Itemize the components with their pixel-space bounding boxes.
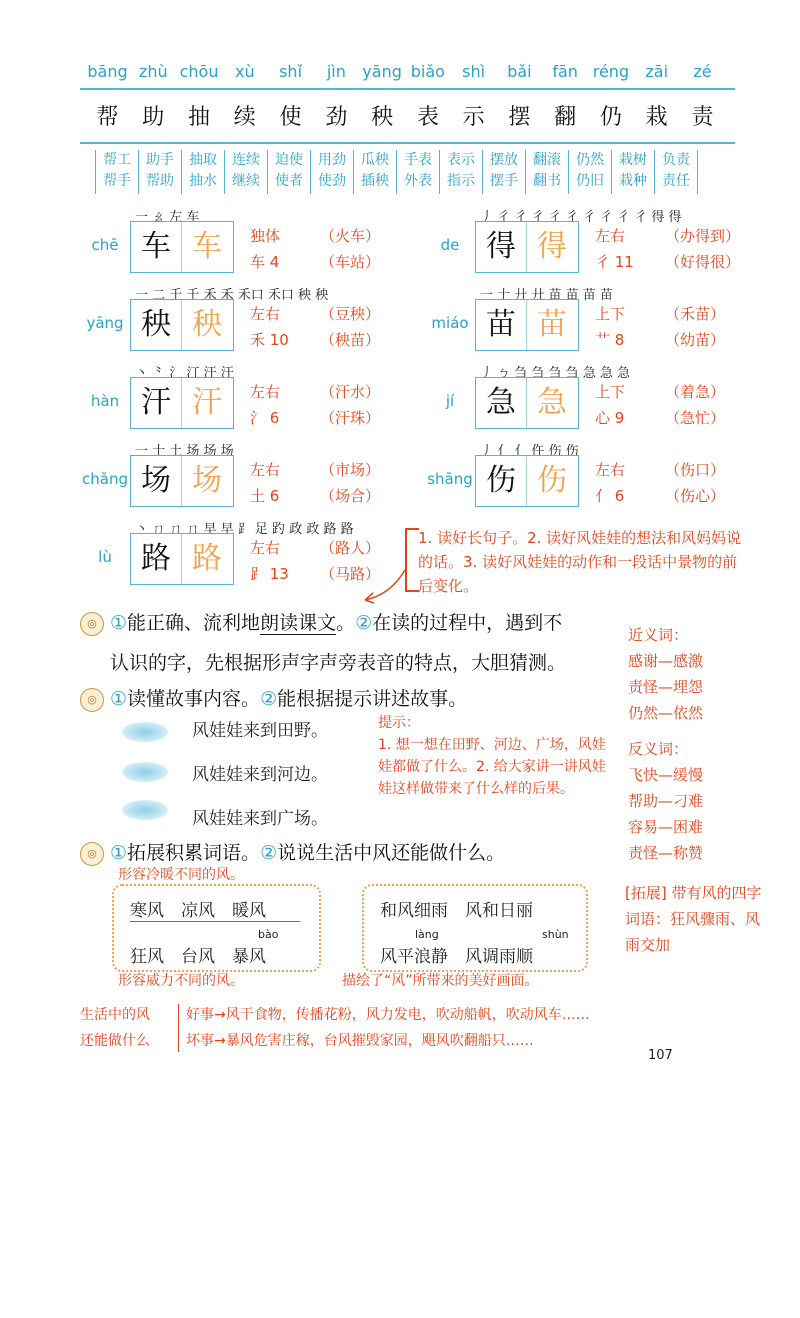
word-cell: 仍然 仍旧 [568, 150, 611, 194]
word-cell: 用劲 使劲 [310, 150, 353, 194]
example-word: （伤口） [665, 461, 726, 479]
nice-words-2: 风平浪静 风调雨顺 [380, 947, 533, 967]
pinyin: yāng [362, 62, 402, 81]
char-pinyin: chǎng [82, 470, 128, 488]
structure: 左右 [595, 461, 626, 479]
circled-number: ② [355, 612, 373, 634]
character: 续 [233, 105, 256, 130]
life-notes [186, 1002, 746, 1054]
synonym: 责怪—埋怨 [628, 678, 704, 696]
story-prompt: 风娃娃来到河边。 [192, 765, 328, 785]
word-cell: 帮工 帮手 [95, 150, 138, 194]
writing-box [130, 221, 234, 273]
char-trace: 场 [192, 463, 222, 498]
example-word: （伤心） [665, 487, 726, 505]
synonym: 仍然—依然 [628, 704, 704, 722]
stroke-order: 丶 ㄇ ㄇ ㄇ 早 早 ⻊ 足 趵 政 政 路 路 [135, 522, 354, 537]
header-rule [80, 88, 735, 90]
stroke-order: 丿 ㄅ 刍 刍 刍 刍 急 急 急 [480, 366, 631, 381]
stroke-order: 丿 亻 亻 仵 伤 伤 [480, 444, 579, 459]
char-pinyin: chē [91, 236, 119, 254]
character-row [85, 100, 725, 131]
character: 仍 [599, 105, 622, 130]
example-word: （秧苗） [320, 331, 381, 349]
antonym: 飞快—缓慢 [628, 766, 704, 784]
example-word: （火车） [320, 227, 381, 245]
structure: 上下 [595, 305, 626, 323]
structure: 左右 [595, 227, 626, 245]
writing-box [475, 455, 579, 507]
char-block-han [80, 362, 410, 442]
word-cell: 表示 指示 [439, 150, 482, 194]
writing-box [130, 299, 234, 351]
radical-strokes: 艹 8 [595, 331, 625, 349]
circled-number: ① [110, 688, 128, 710]
word-cell: 瓜秧 插秧 [353, 150, 396, 194]
example-word: （场合） [320, 487, 381, 505]
character: 使 [279, 105, 302, 130]
char-trace: 得 [537, 229, 567, 264]
tip-body: 1. 想一想在田野、河边、广场，风娃娃都做了什么。2. 给大家讲一讲风娃娃这样做带来了什么样的后果。 [378, 737, 606, 797]
pinyin-row [85, 62, 725, 81]
char-pinyin: shāng [427, 470, 473, 488]
char-block-shang [425, 440, 755, 520]
char-block-chang [80, 440, 410, 520]
label-warm: 形容冷暖不同的风。 [118, 867, 244, 883]
circled-number: ② [260, 688, 278, 710]
char-pinyin: hàn [90, 392, 120, 410]
pinyin: réng [592, 62, 630, 81]
antonyms-title: 反义词： [628, 740, 689, 758]
synonyms-title: 近义词： [628, 626, 689, 644]
label-beauty: 描绘了“风”所带来的美好画面。 [342, 973, 539, 989]
wind-icon [122, 762, 168, 782]
char-pinyin: lù [98, 548, 112, 566]
stroke-order: 一 十 廾 廾 苗 苗 苗 苗 [480, 288, 613, 303]
reading-note: 1. 读好长句子。2. 读好风娃娃的想法和风妈妈说的话。3. 读好风娃娃的动作和一段话中景物的前后变化。 [418, 529, 742, 595]
char-print: 汗 [131, 378, 182, 428]
example-word: （汗珠） [320, 409, 381, 427]
char-trace: 伤 [537, 463, 567, 498]
pinyin-bao: bào [258, 928, 279, 941]
character: 翻 [554, 105, 577, 130]
example-word: （禾苗） [665, 305, 726, 323]
circled-number: ② [260, 842, 278, 864]
bad-things: 坏事→暴风危害庄稼，台风摧毁家园，飓风吹翻船只…… [186, 1033, 534, 1049]
character: 抽 [188, 105, 211, 130]
writing-box [130, 455, 234, 507]
goal-2: ◎ ①读懂故事内容。②能根据提示讲述故事。 [80, 684, 620, 712]
char-block-che [80, 206, 410, 286]
example-word: （汗水） [320, 383, 381, 401]
radical-strokes: 车 4 [250, 253, 280, 271]
example-word: （好得很） [665, 253, 741, 271]
word-cell: 栽树 栽种 [611, 150, 654, 194]
example-word: （着急） [665, 383, 726, 401]
character: 表 [416, 105, 439, 130]
header-rule-bottom [80, 142, 735, 144]
pinyin: jìn [326, 62, 346, 81]
example-word: （办得到） [665, 227, 741, 245]
word-cell: 助手 帮助 [138, 150, 181, 194]
writing-box [130, 377, 234, 429]
char-block-yang [80, 284, 410, 364]
example-word: （马路） [320, 565, 381, 583]
char-trace: 路 [192, 541, 222, 576]
word-cell: 连续 继续 [224, 150, 267, 194]
word-cell: 抽取 抽水 [181, 150, 224, 194]
example-word: （急忙） [665, 409, 726, 427]
structure: 左右 [250, 383, 281, 401]
goal-3: ◎ ①拓展积累词语。②说说生活中风还能做什么。 [80, 838, 620, 866]
stroke-order: 丿 彳 彳 彳 彳 彳 彳 彳 彳 彳 得 得 [480, 210, 682, 225]
radical-strokes: 亻 6 [595, 487, 625, 505]
char-trace: 急 [537, 385, 567, 420]
character: 帮 [96, 105, 119, 130]
goal-badge-icon: ◎ [80, 842, 104, 866]
example-word: （车站） [320, 253, 381, 271]
writing-box [475, 299, 579, 351]
life-bracket [178, 1004, 179, 1052]
stroke-order: 一 二 千 千 禾 禾 禾口 禾口 秧 秧 [135, 288, 329, 303]
circled-number: ① [110, 612, 128, 634]
word-cell: 迫使 使者 [267, 150, 310, 194]
antonym: 容易—困难 [628, 818, 704, 836]
char-trace: 秧 [192, 307, 222, 342]
char-block-de [425, 206, 755, 286]
char-pinyin: de [440, 236, 460, 254]
character: 栽 [645, 105, 668, 130]
char-block-ji [425, 362, 755, 442]
radical-strokes: ⻊ 13 [250, 565, 289, 583]
char-print: 得 [476, 222, 527, 272]
char-pinyin: yāng [86, 314, 124, 332]
radical-strokes: 氵 6 [250, 409, 280, 427]
pinyin: bāng [87, 62, 128, 81]
synonym: 感谢—感激 [628, 652, 704, 670]
example-word: （市场） [320, 461, 381, 479]
wind-icon [122, 722, 168, 742]
pinyin: shǐ [279, 62, 303, 81]
structure: 独体 [250, 227, 281, 245]
word-cell: 翻滚 翻书 [525, 150, 568, 194]
stroke-order: 一 十 土 场 场 场 [135, 444, 234, 459]
structure: 左右 [250, 539, 281, 557]
radical-strokes: 彳 11 [595, 253, 634, 271]
char-print: 车 [131, 222, 182, 272]
warm-words: 寒风 凉风 暖风 [130, 901, 266, 921]
antonym: 责怪—称赞 [628, 844, 704, 862]
char-print: 秧 [131, 300, 182, 350]
word-cell: 负责 责任 [654, 150, 698, 194]
char-print: 急 [476, 378, 527, 428]
stroke-order: 丶 ⺀ 氵 汀 汗 汗 [135, 366, 234, 381]
life-label: 生活中的风 还能做什么 [80, 1007, 150, 1049]
tip-title: 提示： [378, 715, 420, 731]
character: 劲 [325, 105, 348, 130]
goal-1-line2: 认识的字，先根据形声字声旁表音的特点，大胆猜测。 [110, 652, 567, 674]
word-table [95, 150, 698, 194]
char-print: 苗 [476, 300, 527, 350]
radical-strokes: 心 9 [595, 409, 625, 427]
pinyin: fān [552, 62, 578, 81]
strong-words: 狂风 台风 暴风 [130, 947, 266, 967]
note-arrow [360, 565, 410, 605]
goal-1: ◎ ①能正确、流利地朗读课文。②在读的过程中，遇到不 [80, 608, 620, 636]
goal-badge-icon: ◎ [80, 612, 104, 636]
character: 示 [462, 105, 485, 130]
char-trace: 汗 [192, 385, 222, 420]
char-trace: 苗 [537, 307, 567, 342]
character: 秧 [371, 105, 394, 130]
structure: 上下 [595, 383, 626, 401]
structure: 左右 [250, 305, 281, 323]
pinyin: shì [462, 62, 486, 81]
example-word: （豆秧） [320, 305, 381, 323]
char-pinyin: jí [445, 392, 455, 410]
char-pinyin: miáo [431, 314, 469, 332]
story-prompt: 风娃娃来到广场。 [192, 809, 328, 829]
writing-box [475, 221, 579, 273]
pinyin: biǎo [410, 62, 445, 81]
underlined-text: 朗读课文 [260, 612, 337, 634]
example-word: （路人） [320, 539, 381, 557]
radical-strokes: 土 6 [250, 487, 280, 505]
char-print: 路 [131, 534, 182, 584]
pinyin-lang: làng [415, 928, 439, 941]
char-print: 场 [131, 456, 182, 506]
pinyin-shun: shùn [542, 928, 569, 941]
pinyin: zé [693, 62, 712, 81]
pinyin: xù [234, 62, 255, 81]
word-cell: 手表 外表 [396, 150, 439, 194]
char-block-miao [425, 284, 755, 364]
divider [130, 921, 300, 922]
radical-strokes: 禾 10 [250, 331, 289, 349]
pinyin: zāi [645, 62, 669, 81]
label-power: 形容威力不同的风。 [118, 973, 244, 989]
pinyin: zhù [138, 62, 168, 81]
page-number: 107 [648, 1048, 673, 1063]
example-word: （幼苗） [665, 331, 726, 349]
char-print: 伤 [476, 456, 527, 506]
story-prompt: 风娃娃来到田野。 [192, 721, 328, 741]
character: 摆 [508, 105, 531, 130]
extend-note: [拓展] 带有风的四字词语：狂风骤雨、风雨交加 [625, 884, 762, 954]
antonym: 帮助—刁难 [628, 792, 704, 810]
char-trace: 车 [192, 229, 222, 264]
wind-icon [122, 800, 168, 820]
word-cell: 摆放 摆手 [482, 150, 525, 194]
word-notes [628, 622, 768, 866]
good-things: 好事→风干食物，传播花粉，风力发电，吹动船帆，吹动风车…… [186, 1007, 590, 1023]
pinyin: chōu [179, 62, 219, 81]
writing-box [475, 377, 579, 429]
tip-note [378, 712, 608, 800]
goal-badge-icon: ◎ [80, 688, 104, 712]
character: 责 [691, 105, 714, 130]
character: 助 [142, 105, 165, 130]
pinyin: bǎi [507, 62, 532, 81]
circled-number: ① [110, 842, 128, 864]
nice-words-1: 和风细雨 风和日丽 [380, 901, 533, 921]
writing-box [130, 533, 234, 585]
structure: 左右 [250, 461, 281, 479]
stroke-order: 一 ㄠ 左 车 [135, 210, 200, 225]
